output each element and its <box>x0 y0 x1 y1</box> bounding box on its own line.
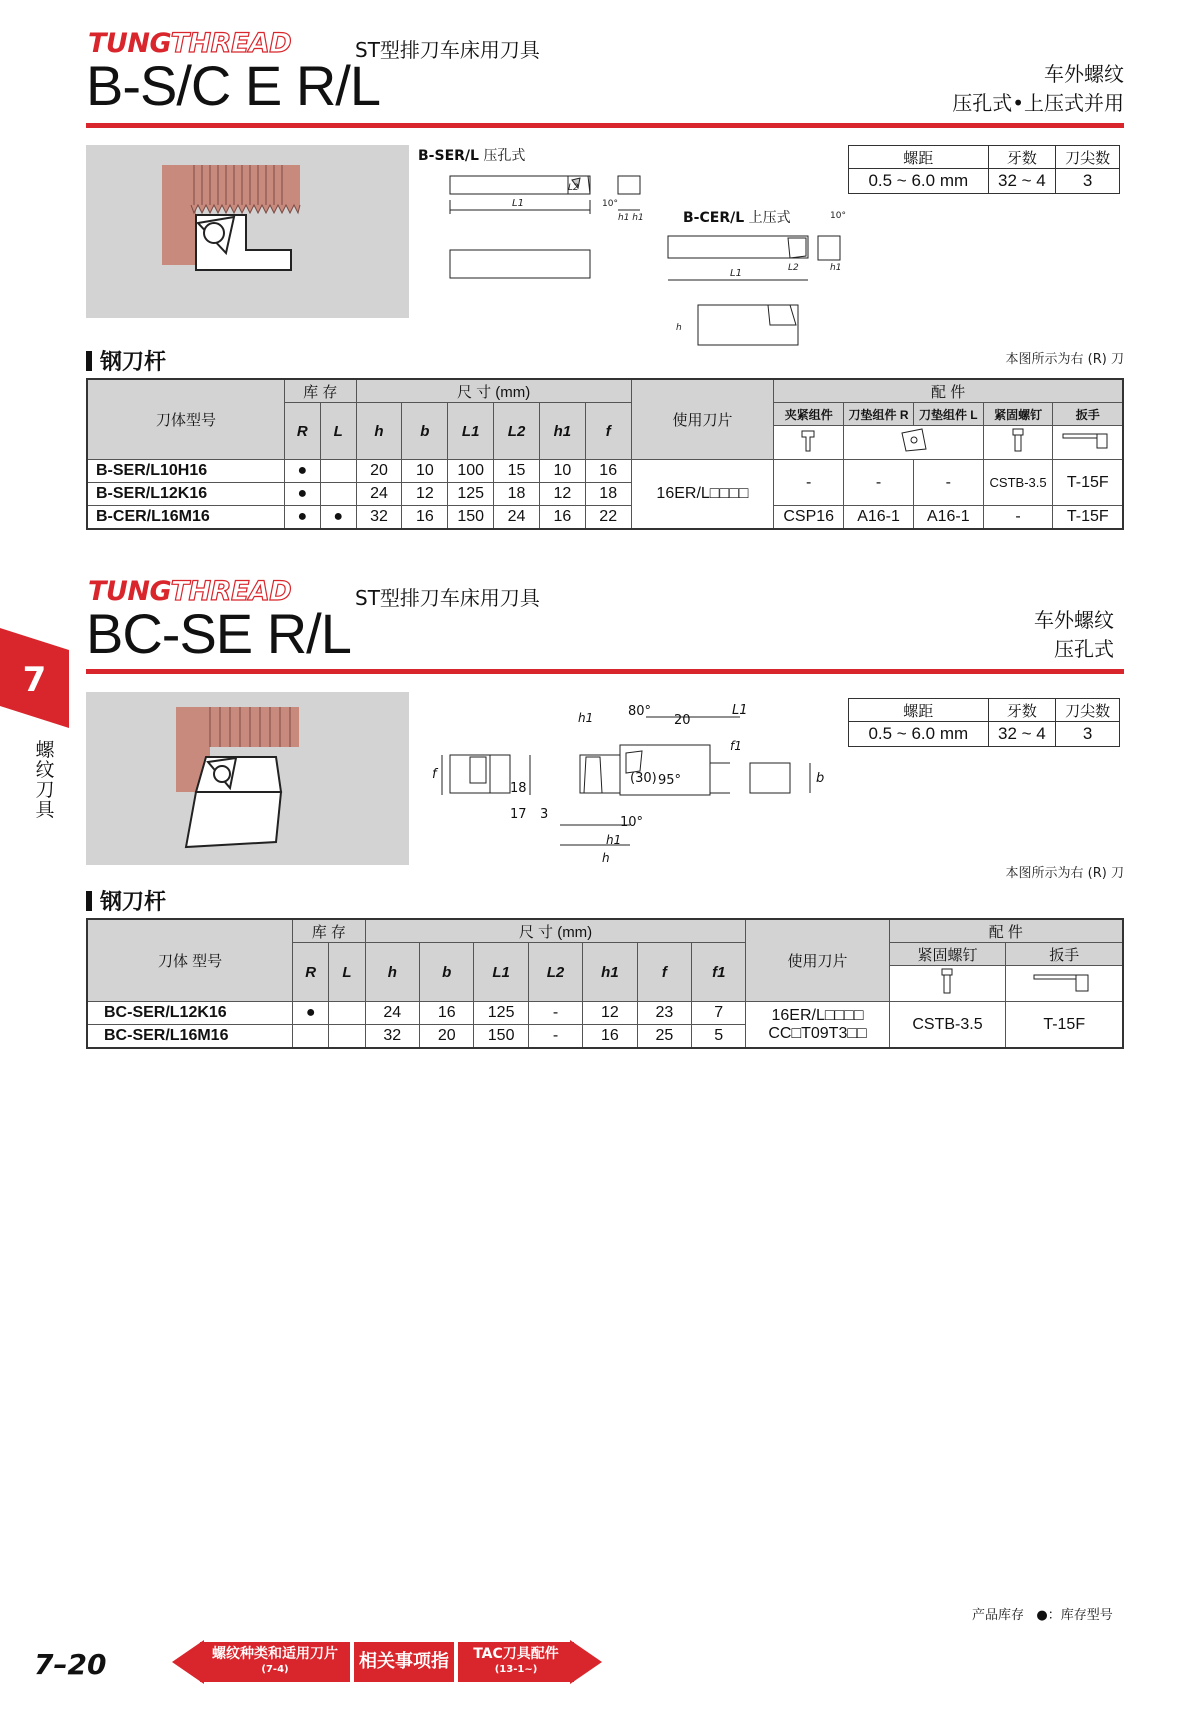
header-insert: 使用刀片 <box>746 919 889 1002</box>
row-f1: 7 <box>692 1002 746 1025</box>
part-wrench: T-15F <box>1053 460 1123 506</box>
row-h1: 16 <box>583 1025 637 1049</box>
dimension-diagram-1 <box>418 140 858 360</box>
svg-text:h1 h1: h1 h1 <box>618 213 644 223</box>
row-f: 18 <box>585 483 631 506</box>
svg-text:h: h <box>676 323 682 333</box>
spec-header-tpi: 牙数 <box>988 699 1056 722</box>
screw-icon <box>889 966 1006 1002</box>
header-r: R <box>284 403 320 460</box>
header-l: L <box>320 403 356 460</box>
dim-b: b <box>816 771 825 786</box>
row-stock-l <box>320 460 356 483</box>
row-b: 10 <box>402 460 448 483</box>
header-b: b <box>420 943 474 1002</box>
series-subtitle: ST型排刀车床用刀具 <box>355 38 540 62</box>
part-clamp: CSP16 <box>774 506 844 530</box>
row-h: 32 <box>365 1025 419 1049</box>
pitch-spec-table <box>848 698 1120 747</box>
spec-header-edges: 刀尖数 <box>1056 146 1120 169</box>
row-f1: 5 <box>692 1025 746 1049</box>
row-l1: 100 <box>448 460 494 483</box>
header-shim-r: 刀垫组件 R <box>844 403 914 426</box>
dim-l1: L1 <box>732 703 748 718</box>
header-wrench: 扳手 <box>1053 403 1123 426</box>
pitch-spec-table <box>848 145 1120 194</box>
row-h1: 12 <box>539 483 585 506</box>
shim-icon <box>844 426 984 460</box>
row-model: B-SER/L10H16 <box>87 460 284 483</box>
row-model: B-CER/L16M16 <box>87 506 284 530</box>
header-l2: L2 <box>494 403 540 460</box>
model-title: B-S/C E R/L <box>86 54 380 117</box>
row-l2: 24 <box>494 506 540 530</box>
header-insert: 使用刀片 <box>631 379 774 460</box>
svg-text:10°: 10° <box>830 211 846 221</box>
row-f: 22 <box>585 506 631 530</box>
wrench-icon <box>1053 426 1123 460</box>
header-b: b <box>402 403 448 460</box>
spec-header-tpi: 牙数 <box>988 146 1056 169</box>
dimension-diagram-2 <box>430 695 840 875</box>
row-h: 20 <box>356 460 402 483</box>
legend-text: ：库存型号 <box>1047 1608 1113 1623</box>
nav-accessories-button[interactable] <box>458 1642 574 1682</box>
svg-text:L2: L2 <box>788 263 799 273</box>
dim-10deg: 10° <box>620 815 644 830</box>
nav-label: TAC刀具配件 <box>473 1646 559 1662</box>
part-screw: - <box>983 506 1053 530</box>
header-l2: L2 <box>528 943 582 1002</box>
dim-f: f <box>432 767 437 782</box>
part-screw: CSTB-3.5 <box>983 460 1053 506</box>
dim-20: 20 <box>674 713 691 728</box>
part-wrench: T-15F <box>1006 1002 1123 1049</box>
row-model: BC-SER/L16M16 <box>87 1025 293 1049</box>
header-l: L <box>329 943 365 1002</box>
row-l1: 150 <box>448 506 494 530</box>
dim-80deg: 80° <box>628 704 652 719</box>
header-f1: f1 <box>692 943 746 1002</box>
row-stock-r: ● <box>284 460 320 483</box>
row-h: 32 <box>356 506 402 530</box>
row-stock-l <box>329 1025 365 1049</box>
diagram-label-bser: B-SER/L 压孔式 <box>418 148 526 164</box>
holder-table <box>86 378 1124 530</box>
part-screw: CSTB-3.5 <box>889 1002 1006 1049</box>
brand-logo: TUNGTHREAD <box>88 28 292 59</box>
header-right-text <box>1034 606 1114 664</box>
row-stock-r: ● <box>284 483 320 506</box>
header-right-line1: 车外螺纹 <box>1034 608 1114 632</box>
row-l1: 125 <box>474 1002 528 1025</box>
row-b: 16 <box>420 1002 474 1025</box>
part-clamp: - <box>774 460 844 506</box>
brand-logo: TUNGTHREAD <box>88 576 292 607</box>
header-model: 刀体型号 <box>87 379 284 460</box>
header-right-line1: 车外螺纹 <box>1044 62 1124 86</box>
figure-note: 本图所示为右 (R) 刀 <box>1005 352 1124 367</box>
row-f: 23 <box>637 1002 691 1025</box>
footer-nav <box>172 1640 602 1712</box>
row-h: 24 <box>356 483 402 506</box>
svg-text:h1: h1 <box>830 263 842 273</box>
dim-17: 17 <box>510 807 527 822</box>
section-heading: 钢刀杆 <box>86 885 166 916</box>
header-screw: 紧固螺钉 <box>983 403 1053 426</box>
row-b: 12 <box>402 483 448 506</box>
dim-h1-bottom: h1 <box>606 833 622 847</box>
product-photo <box>86 692 409 865</box>
dim-3: 3 <box>540 807 549 822</box>
clamp-icon <box>774 426 844 460</box>
spec-header-edges: 刀尖数 <box>1056 699 1120 722</box>
row-b: 20 <box>420 1025 474 1049</box>
row-f: 25 <box>637 1025 691 1049</box>
chapter-tab[interactable] <box>0 628 69 728</box>
header-r: R <box>293 943 329 1002</box>
row-h1: 12 <box>583 1002 637 1025</box>
page-number: 7–20 <box>34 1648 107 1681</box>
row-stock-l: ● <box>320 506 356 530</box>
part-shim-l: - <box>913 460 983 506</box>
nav-ref: (7-4) <box>261 1664 289 1675</box>
chapter-label: 螺纹刀具 <box>35 739 55 821</box>
row-b: 16 <box>402 506 448 530</box>
model-title: BC-SE R/L <box>86 602 351 665</box>
header-dimensions: 尺 寸 (mm) <box>356 379 631 403</box>
insert-line-2: CC□T09T3□□ <box>768 1024 867 1042</box>
header-parts: 配 件 <box>774 379 1123 403</box>
row-l1: 150 <box>474 1025 528 1049</box>
legend-dot: ● <box>1036 1608 1048 1623</box>
spec-value-tpi: 32 ~ 4 <box>988 722 1056 747</box>
legend-label: 产品库存 <box>972 1608 1025 1623</box>
part-shim-r: - <box>844 460 914 506</box>
header-right-line2: 压孔式•上压式并用 <box>952 91 1124 115</box>
nav-label: 螺纹种类和适用刀片 <box>212 1646 338 1662</box>
row-f: 16 <box>585 460 631 483</box>
holder-table <box>86 918 1124 1049</box>
part-wrench: T-15F <box>1053 506 1123 530</box>
spec-header-pitch: 螺距 <box>849 146 989 169</box>
figure-note: 本图所示为右 (R) 刀 <box>1005 866 1124 881</box>
header-screw: 紧固螺钉 <box>889 943 1006 966</box>
header-model: 刀体 型号 <box>87 919 293 1002</box>
diagram-label-bcer: B-CER/L 上压式 <box>683 210 791 226</box>
header-right-line2: 压孔式 <box>1054 637 1114 661</box>
spec-value-pitch: 0.5 ~ 6.0 mm <box>849 722 989 747</box>
row-stock-r: ● <box>284 506 320 530</box>
header-stock: 库 存 <box>284 379 356 403</box>
row-stock-l <box>329 1002 365 1025</box>
row-l2: - <box>528 1002 582 1025</box>
part-shim-r: A16-1 <box>844 506 914 530</box>
dim-h1-top: h1 <box>578 711 594 725</box>
header-divider <box>86 123 1124 128</box>
nav-thread-types-button[interactable] <box>200 1642 350 1682</box>
header-f: f <box>585 403 631 460</box>
dim-95deg: 95° <box>658 773 682 788</box>
spec-value-edges: 3 <box>1056 169 1120 194</box>
row-h: 24 <box>365 1002 419 1025</box>
nav-guide-button[interactable] <box>354 1642 454 1712</box>
svg-text:L2: L2 <box>568 183 579 193</box>
header-l1: L1 <box>448 403 494 460</box>
row-h1: 16 <box>539 506 585 530</box>
section-heading: 钢刀杆 <box>86 345 166 376</box>
row-l2: 18 <box>494 483 540 506</box>
screw-icon <box>983 426 1053 460</box>
row-stock-r: ● <box>293 1002 329 1025</box>
dim-30: (30) <box>630 771 657 786</box>
svg-text:L1: L1 <box>512 198 524 209</box>
header-l1: L1 <box>474 943 528 1002</box>
nav-label: 相关事项指南 <box>359 1651 449 1712</box>
spec-header-pitch: 螺距 <box>849 699 989 722</box>
spec-value-tpi: 32 ~ 4 <box>988 169 1056 194</box>
header-right-text <box>952 60 1124 118</box>
row-model: BC-SER/L12K16 <box>87 1002 293 1025</box>
spec-value-edges: 3 <box>1056 722 1120 747</box>
spec-value-pitch: 0.5 ~ 6.0 mm <box>849 169 989 194</box>
stock-legend <box>972 1604 1113 1623</box>
dim-18: 18 <box>510 781 527 796</box>
header-h: h <box>356 403 402 460</box>
header-parts: 配 件 <box>889 919 1123 943</box>
dim-h: h <box>602 851 610 865</box>
header-h1: h1 <box>539 403 585 460</box>
row-stock-l <box>320 483 356 506</box>
row-h1: 10 <box>539 460 585 483</box>
nav-ref: (13-1~) <box>494 1664 538 1675</box>
insert-value <box>746 1002 889 1049</box>
product-photo <box>86 145 409 318</box>
insert-value: 16ER/L□□□□ <box>631 460 774 530</box>
header-h1: h1 <box>583 943 637 1002</box>
row-l2: 15 <box>494 460 540 483</box>
header-h: h <box>365 943 419 1002</box>
header-stock: 库 存 <box>293 919 366 943</box>
header-shim-l: 刀垫组件 L <box>913 403 983 426</box>
row-l1: 125 <box>448 483 494 506</box>
header-clamp-set: 夹紧组件 <box>774 403 844 426</box>
svg-text:L1: L1 <box>730 268 742 279</box>
dim-f1: f1 <box>730 739 742 753</box>
wrench-icon <box>1006 966 1123 1002</box>
part-shim-l: A16-1 <box>913 506 983 530</box>
row-l2: - <box>528 1025 582 1049</box>
row-stock-r <box>293 1025 329 1049</box>
row-model: B-SER/L12K16 <box>87 483 284 506</box>
svg-text:10°: 10° <box>602 199 618 209</box>
insert-line-1: 16ER/L□□□□ <box>771 1006 864 1024</box>
header-divider <box>86 669 1124 674</box>
header-dimensions: 尺 寸 (mm) <box>365 919 746 943</box>
chapter-number: 7 <box>0 660 69 700</box>
series-subtitle: ST型排刀车床用刀具 <box>355 586 540 610</box>
header-wrench: 扳手 <box>1006 943 1123 966</box>
header-f: f <box>637 943 691 1002</box>
